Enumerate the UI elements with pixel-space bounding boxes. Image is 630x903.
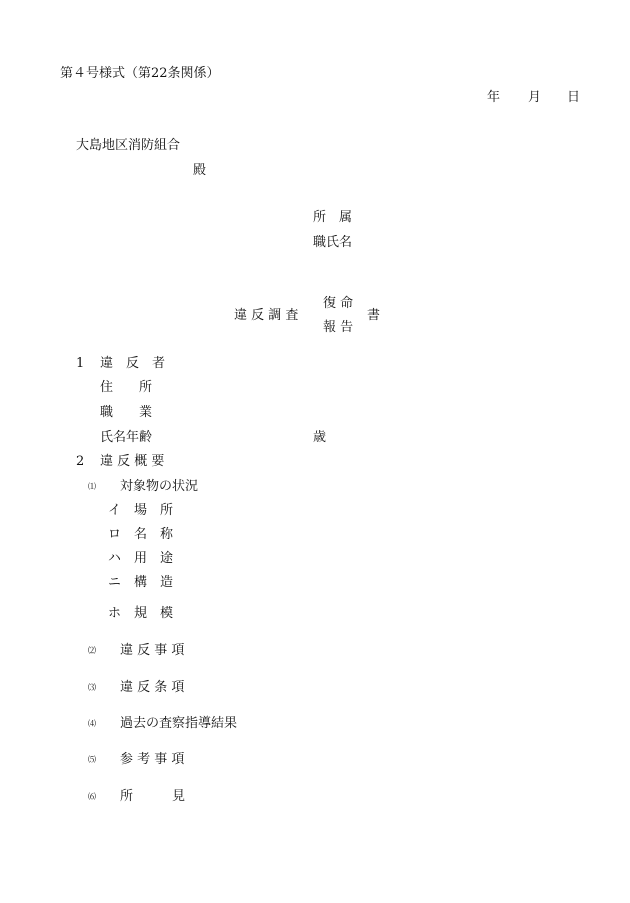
date-month: 月	[528, 90, 542, 105]
section1-number: 1	[76, 356, 85, 371]
subitem: ロ 名 称	[108, 527, 174, 542]
item-label: 過去の査察指導結果	[120, 716, 238, 731]
subitem: ニ 構 造	[108, 575, 174, 590]
addressee-honorific: 殿	[193, 163, 207, 178]
item-label: 参 考 事 項	[120, 752, 185, 767]
subitem: ホ 規 模	[108, 606, 174, 621]
item-label: 所 見	[120, 789, 186, 804]
item-number: ⑴	[88, 482, 96, 491]
item-label: 対象物の状況	[120, 479, 199, 494]
item-number: ⑹	[88, 792, 96, 801]
addressee-org: 大島地区消防組合	[76, 138, 181, 153]
item-label: 違 反 事 項	[120, 643, 185, 658]
date-day: 日	[567, 90, 581, 105]
reporter-affiliation: 所 属	[313, 210, 353, 225]
title-suffix: 書	[367, 308, 381, 323]
form-label: 第４号様式（第22条関係）	[60, 66, 220, 81]
section2-heading: 違 反 概 要	[100, 454, 165, 469]
subitem: イ 場 所	[108, 503, 174, 518]
date-year: 年	[487, 90, 501, 105]
field-occupation: 職 業	[100, 405, 153, 420]
item-label: 違 反 条 項	[120, 680, 185, 695]
section1-heading: 違 反 者	[100, 356, 166, 371]
age-unit: 歳	[313, 430, 327, 445]
subitem: ハ 用 途	[108, 551, 174, 566]
item-number: ⑷	[88, 719, 96, 728]
section2-number: 2	[76, 454, 85, 469]
field-address: 住 所	[100, 380, 153, 395]
item-number: ⑵	[88, 646, 96, 655]
title-option-houkoku: 報 告	[323, 320, 354, 335]
field-name-age: 氏名年齢	[100, 430, 153, 445]
title-option-fukumei: 復 命	[323, 296, 354, 311]
reporter-name: 職氏名	[313, 235, 353, 250]
item-number: ⑸	[88, 755, 96, 764]
document-title: 違 反 調 査	[234, 308, 299, 323]
item-number: ⑶	[88, 683, 96, 692]
